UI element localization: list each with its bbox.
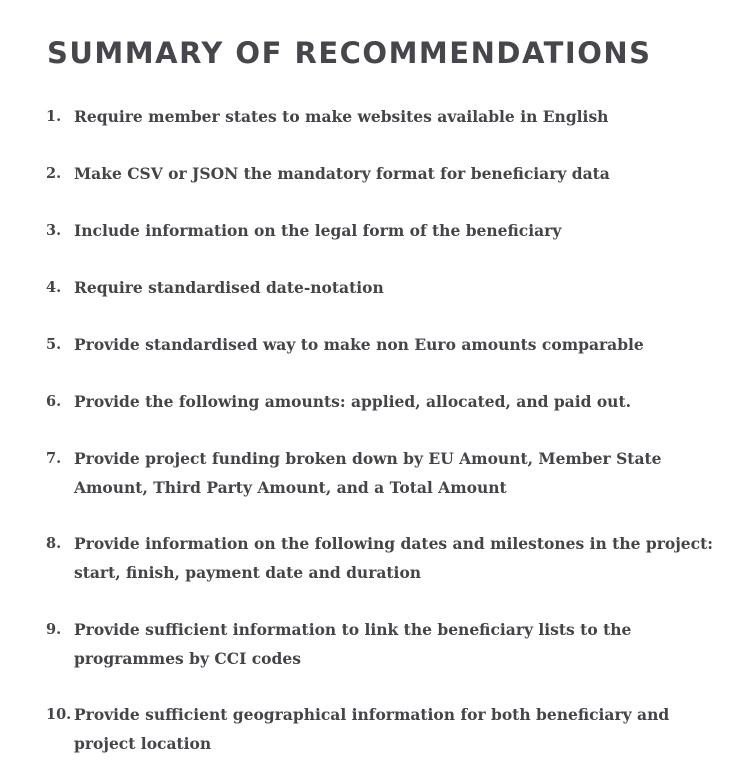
- item-text: Provide sufficient geographical information for both beneficiary and project location: [74, 705, 670, 753]
- page-title: SUMMARY OF RECOMMENDATIONS: [47, 36, 652, 70]
- item-text: Provide the following amounts: applied, allocated, and paid out.: [74, 392, 632, 411]
- item-text: Provide project funding broken down by EU Amount, Member State Amount, Third Party Amount, and a Total Amount: [74, 449, 662, 497]
- item-number: 10.: [46, 706, 72, 723]
- item-number: 7.: [46, 450, 62, 467]
- item-number: 5.: [46, 336, 62, 353]
- item-text: Include information on the legal form of the beneficiary: [74, 221, 562, 240]
- item-number: 2.: [46, 165, 62, 182]
- item-text: Provide sufficient information to link the beneficiary lists to the programmes by CCI codes: [74, 620, 632, 668]
- item-number: 3.: [46, 222, 62, 239]
- item-number: 4.: [46, 279, 62, 296]
- item-number: 8.: [46, 535, 62, 552]
- item-text: Make CSV or JSON the mandatory format for beneficiary data: [74, 164, 610, 183]
- item-text: Provide information on the following dates and milestones in the project: start, finish, payment date and duration: [74, 534, 713, 582]
- item-text: Require standardised date-notation: [74, 278, 384, 297]
- item-text: Require member states to make websites available in English: [74, 107, 609, 126]
- item-text: Provide standardised way to make non Euro amounts comparable: [74, 335, 644, 354]
- item-number: 6.: [46, 393, 62, 410]
- item-number: 1.: [46, 108, 62, 125]
- item-number: 9.: [46, 621, 62, 638]
